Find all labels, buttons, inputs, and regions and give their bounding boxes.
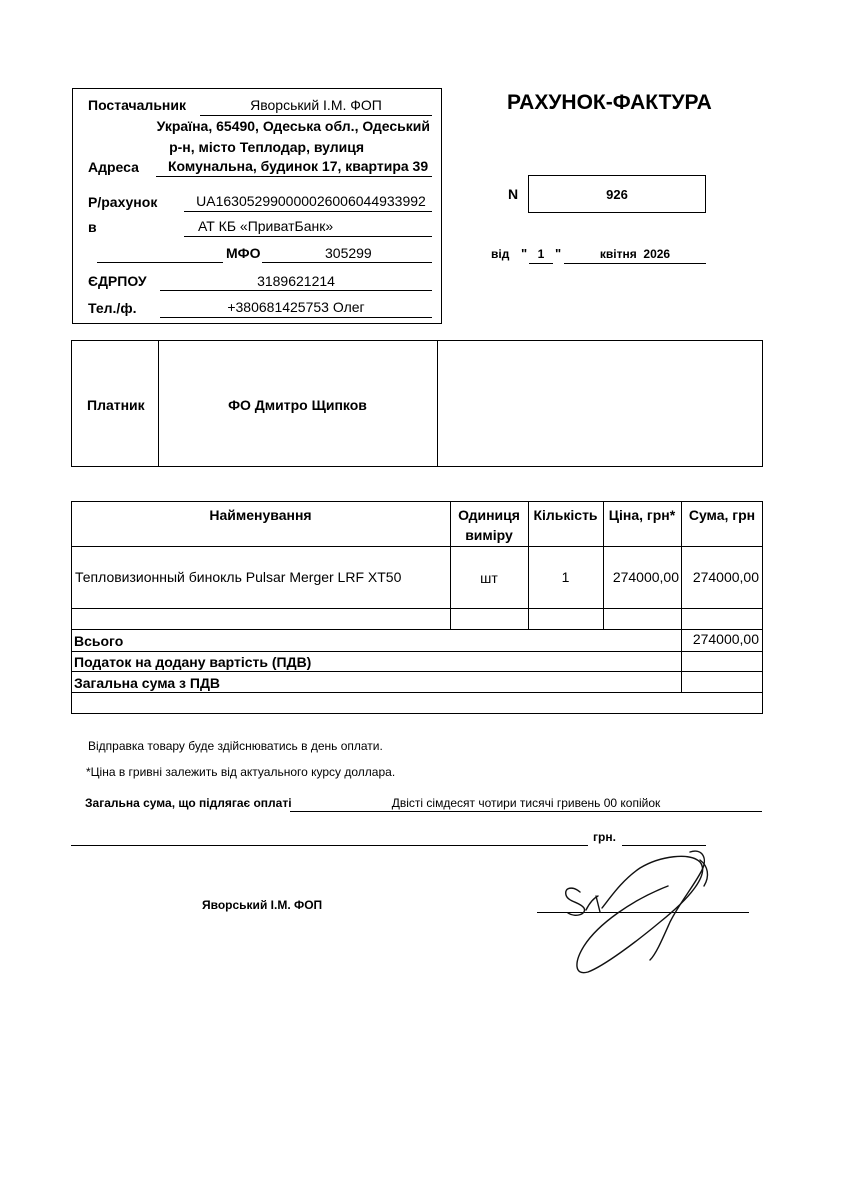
grand-total-label: Загальна сума з ПДВ — [74, 675, 221, 691]
supplier-account-label: Р/рахунок — [88, 194, 158, 210]
handwritten-signature — [540, 850, 730, 980]
payer-divider-2 — [437, 340, 438, 467]
supplier-address-underline — [156, 176, 432, 177]
invoice-date-month-year: квітня 2026 — [599, 247, 671, 261]
item-sum: 274000,00 — [692, 569, 759, 585]
supplier-mfo-underline — [262, 262, 432, 263]
supplier-phone-label: Тел./ф. — [88, 300, 137, 316]
item-price: 274000,00 — [612, 569, 679, 585]
invoice-date-quote-close: " — [555, 246, 562, 261]
supplier-bank: АТ КБ «ПриватБанк» — [198, 218, 334, 234]
row-divider-header — [71, 546, 763, 547]
invoice-number: 926 — [606, 187, 628, 202]
note-shipping: Відправка товару буде здійснюватись в день оплати. — [88, 739, 383, 753]
header-price: Ціна, грн* — [608, 507, 676, 523]
header-unit-line2: виміру — [465, 527, 513, 543]
invoice-number-label: N — [508, 186, 519, 202]
supplier-bank-label: в — [88, 219, 97, 235]
row-divider-empty — [71, 629, 763, 630]
col-divider-price — [681, 501, 682, 692]
invoice-date-prefix: від — [491, 247, 510, 261]
supplier-account-underline — [184, 211, 432, 212]
supplier-bank-underline — [184, 236, 432, 237]
supplier-address-line3: Комунальна, будинок 17, квартира 39 — [168, 158, 429, 174]
invoice-date-month-underline — [564, 263, 706, 264]
supplier-mfo: 305299 — [325, 245, 372, 261]
supplier-phone: +380681425753 Олег — [227, 299, 365, 315]
header-qty: Кількість — [533, 507, 598, 523]
supplier-phone-underline — [160, 317, 432, 318]
supplier-account: UA163052990000026006044933992 — [196, 193, 426, 209]
amount-words-label: Загальна сума, що підлягає оплаті — [85, 796, 292, 810]
supplier-address-label: Адреса — [88, 159, 139, 175]
item-name: Тепловизионный бинокль Pulsar Merger LRF XT50 — [75, 569, 402, 585]
invoice-title: РАХУНОК-ФАКТУРА — [507, 91, 712, 114]
amount-currency-underline — [622, 845, 706, 846]
payer-label: Платник — [87, 397, 145, 413]
row-divider-total — [71, 651, 763, 652]
amount-words-underline — [290, 811, 762, 812]
supplier-mfo-label: МФО — [226, 245, 261, 261]
supplier-label: Постачальник — [88, 97, 186, 113]
item-unit: шт — [480, 570, 498, 586]
supplier-edrpou-underline — [160, 290, 432, 291]
vat-label: Податок на додану вартість (ПДВ) — [74, 654, 312, 670]
supplier-mfo-left-underline — [97, 262, 223, 263]
invoice-date-day: 1 — [537, 247, 545, 261]
supplier-address-line1: Україна, 65490, Одеська обл., Одеський — [156, 118, 430, 134]
supplier-name: Яворський І.М. ФОП — [250, 97, 382, 113]
supplier-edrpou-label: ЄДРПОУ — [88, 273, 147, 289]
note-price: *Ціна в гривні залежить від актуального курсу доллара. — [86, 765, 396, 779]
signatory-name: Яворський І.М. ФОП — [202, 898, 323, 912]
supplier-name-underline — [200, 115, 432, 116]
payer-name: ФО Дмитро Щипков — [228, 397, 367, 413]
item-qty: 1 — [561, 569, 570, 585]
row-divider-grand — [71, 692, 763, 693]
header-sum: Сума, грн — [688, 507, 756, 523]
total-label: Всього — [74, 633, 124, 649]
header-unit-line1: Одиниця — [458, 507, 520, 523]
supplier-edrpou: 3189621214 — [257, 273, 335, 289]
row-divider-item — [71, 608, 763, 609]
invoice-date-quote-open: " — [521, 246, 528, 261]
amount-currency: грн. — [593, 830, 616, 844]
header-name: Найменування — [209, 507, 312, 523]
amount-words-value: Двісті сімдесят чотири тисячі гривень 00 копійок — [391, 796, 661, 810]
row-divider-vat — [71, 671, 763, 672]
supplier-address-line2: р-н, місто Теплодар, вулиця — [169, 139, 364, 155]
amount-words-second-line — [71, 845, 588, 846]
invoice-date-day-underline — [529, 263, 553, 264]
total-value: 274000,00 — [692, 631, 759, 647]
